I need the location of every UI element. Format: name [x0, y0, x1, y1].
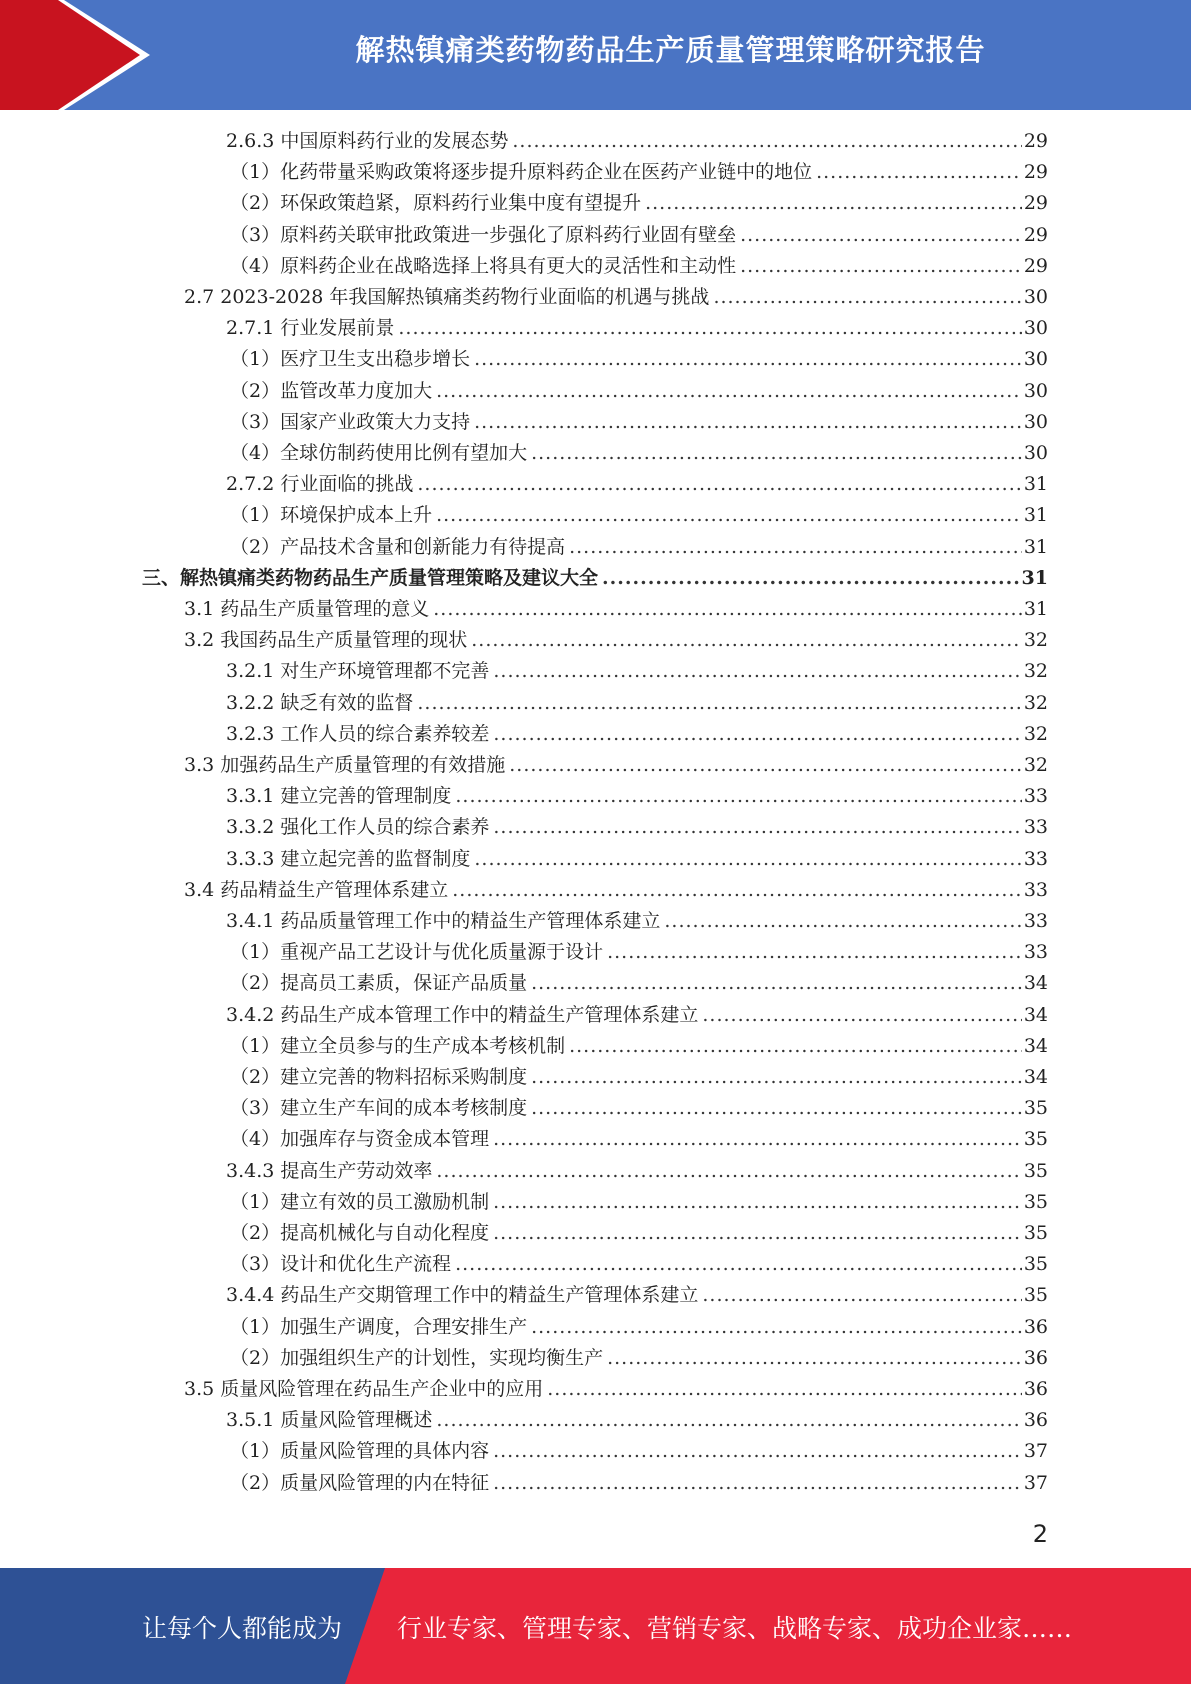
- toc-leader-dots: [433, 594, 1022, 625]
- toc-entry-page: 33: [1023, 878, 1048, 901]
- page-number: 2: [1032, 1520, 1048, 1548]
- report-title: 解热镇痛类药物药品生产质量管理策略研究报告: [355, 33, 986, 67]
- toc-leader-dots: [493, 719, 1021, 750]
- toc-entry-page: 37: [1023, 1440, 1048, 1463]
- toc-leader-dots: [531, 1312, 1022, 1343]
- toc-leader-dots: [436, 1156, 1021, 1187]
- toc-leader-dots: [398, 313, 1021, 344]
- toc-entry[interactable]: [226, 126, 1048, 157]
- toc-entry-page: 30: [1023, 317, 1048, 340]
- toc-entry[interactable]: [226, 656, 1048, 687]
- toc-entry[interactable]: [230, 188, 1048, 219]
- toc-entry-page: 37: [1023, 1471, 1048, 1494]
- toc-leader-dots: [531, 968, 1022, 999]
- toc-leader-dots: [607, 1343, 1022, 1374]
- toc-leader-dots: [452, 875, 1022, 906]
- toc-entry-title: 3.2.1 对生产环境管理都不完善: [226, 660, 490, 683]
- toc-entry[interactable]: [230, 1124, 1048, 1155]
- toc-entry-title: （1）医疗卫生支出稳步增长: [230, 348, 471, 371]
- toc-entry-page: 34: [1023, 1066, 1048, 1088]
- toc-leader-dots: [664, 906, 1021, 937]
- toc-leader-dots: [607, 937, 1022, 968]
- toc-entry[interactable]: [226, 844, 1048, 875]
- toc-entry-title: 3.1 药品生产质量管理的意义: [184, 598, 430, 620]
- toc-leader-dots: [509, 750, 1022, 781]
- toc-entry-page: 35: [1023, 1128, 1048, 1151]
- toc-entry-title: 3.2 我国药品生产质量管理的现状: [184, 629, 468, 652]
- toc-entry[interactable]: [230, 968, 1048, 999]
- toc-entry-page: 30: [1023, 410, 1048, 433]
- toc-leader-dots: [471, 625, 1022, 656]
- toc-leader-dots: [740, 220, 1022, 251]
- toc-entry-title: （1）建立全员参与的生产成本考核机制: [230, 1034, 566, 1057]
- toc-entry[interactable]: [230, 500, 1048, 531]
- toc-leader-dots: [493, 656, 1021, 687]
- toc-entry-title: （4）全球仿制药使用比例有望加大: [230, 442, 528, 464]
- toc-leader-dots: [569, 1031, 1022, 1062]
- toc-entry[interactable]: [230, 1436, 1048, 1467]
- toc-entry[interactable]: [230, 220, 1048, 251]
- toc-entry-title: 3.3.3 建立起完善的监督制度: [226, 847, 471, 870]
- toc-entry-title: 三、解热镇痛类药物药品生产质量管理策略及建议大全: [142, 566, 599, 589]
- toc-entry-page: 36: [1023, 1409, 1048, 1432]
- toc-entry[interactable]: [226, 1405, 1048, 1436]
- toc-entry-page: 35: [1023, 1253, 1048, 1276]
- footer-slogan-left: 让每个人都能成为: [142, 1614, 343, 1643]
- toc-entry-title: （3）设计和优化生产流程: [230, 1253, 452, 1276]
- toc-entry[interactable]: [226, 688, 1048, 719]
- toc-entry-title: 2.6.3 中国原料药行业的发展态势: [226, 130, 509, 152]
- toc-entry-page: 34: [1023, 972, 1048, 995]
- toc-entry-title: （1）建立有效的员工激励机制: [230, 1190, 490, 1213]
- toc-leader-dots: [645, 188, 1022, 219]
- toc-entry-page: 33: [1023, 816, 1048, 839]
- toc-leader-dots: [702, 1000, 1021, 1031]
- toc-entry[interactable]: [230, 251, 1048, 282]
- toc-entry-page: 36: [1023, 1378, 1048, 1400]
- toc-entry-page: 31: [1023, 535, 1048, 558]
- toc-entry-title: 3.2.2 缺乏有效的监督: [226, 691, 414, 714]
- toc-entry-title: （2）建立完善的物料招标采购制度: [230, 1066, 528, 1088]
- toc-entry-title: 3.4.4 药品生产交期管理工作中的精益生产管理体系建立: [226, 1284, 699, 1307]
- toc-leader-dots: [436, 1405, 1021, 1436]
- toc-entry[interactable]: [226, 812, 1048, 843]
- toc-entry-title: （2）监管改革力度加大: [230, 379, 433, 402]
- toc-entry-title: （2）产品技术含量和创新能力有待提高: [230, 535, 566, 558]
- toc-leader-dots: [417, 688, 1021, 719]
- toc-leader-dots: [816, 157, 1022, 188]
- toc-entry-title: 3.4.2 药品生产成本管理工作中的精益生产管理体系建立: [226, 1003, 699, 1026]
- toc-entry-title: （3）国家产业政策大力支持: [230, 410, 471, 433]
- toc-leader-dots: [493, 1187, 1022, 1218]
- toc-entry-page: 31: [1023, 473, 1048, 496]
- toc-leader-dots: [436, 376, 1022, 407]
- toc-entry-title: （2）环保政策趋紧，原料药行业集中度有望提升: [230, 192, 642, 215]
- toc-entry[interactable]: [226, 719, 1048, 750]
- toc-entry-page: 35: [1023, 1159, 1048, 1182]
- toc-entry-title: 3.4.3 提高生产劳动效率: [226, 1159, 433, 1182]
- toc-leader-dots: [547, 1374, 1022, 1405]
- toc-entry-title: 2.7.1 行业发展前景: [226, 317, 395, 340]
- toc-entry-page: 35: [1023, 1190, 1048, 1213]
- toc-entry[interactable]: [230, 1218, 1048, 1249]
- toc-entry[interactable]: [142, 563, 1048, 594]
- toc-entry-page: 35: [1023, 1284, 1048, 1307]
- toc-leader-dots: [713, 282, 1021, 313]
- toc-leader-dots: [455, 1249, 1022, 1280]
- toc-entry-title: （1）质量风险管理的具体内容: [230, 1440, 490, 1463]
- toc-entry-title: 3.4.1 药品质量管理工作中的精益生产管理体系建立: [226, 910, 661, 932]
- toc-entry-page: 33: [1023, 847, 1048, 870]
- toc-leader-dots: [474, 407, 1022, 438]
- toc-entry-page: 33: [1023, 910, 1048, 932]
- toc-entry-page: 31: [1021, 566, 1048, 589]
- toc-entry-title: （1）环境保护成本上升: [230, 504, 433, 527]
- toc-entry[interactable]: [226, 1280, 1048, 1311]
- toc-entry[interactable]: [230, 407, 1048, 438]
- toc-entry[interactable]: [230, 1062, 1048, 1093]
- toc-leader-dots: [493, 1468, 1022, 1499]
- toc-entry-title: （2）质量风险管理的内在特征: [230, 1471, 490, 1494]
- toc-entry[interactable]: [184, 282, 1048, 313]
- toc-entry-page: 29: [1023, 223, 1048, 246]
- toc-entry-page: 34: [1023, 1003, 1048, 1026]
- toc-leader-dots: [436, 500, 1022, 531]
- toc-entry-page: 30: [1023, 379, 1048, 402]
- toc-entry[interactable]: [226, 313, 1048, 344]
- toc-entry[interactable]: [230, 937, 1048, 968]
- toc-entry-page: 30: [1023, 286, 1048, 308]
- toc-leader-dots: [493, 812, 1021, 843]
- toc-leader-dots: [740, 251, 1022, 282]
- toc-entry[interactable]: [230, 344, 1048, 375]
- toc-leader-dots: [531, 1093, 1022, 1124]
- toc-leader-dots: [531, 438, 1022, 469]
- toc-entry-title: 2.7.2 行业面临的挑战: [226, 473, 414, 496]
- toc-entry-page: 33: [1023, 941, 1048, 964]
- toc-entry[interactable]: [230, 532, 1048, 563]
- toc-entry-page: 36: [1023, 1315, 1048, 1338]
- toc-entry[interactable]: [230, 1187, 1048, 1218]
- page-footer: [0, 1568, 1191, 1684]
- toc-leader-dots: [493, 1218, 1022, 1249]
- toc-entry[interactable]: [230, 1093, 1048, 1124]
- toc-entry[interactable]: [184, 625, 1048, 656]
- toc-entry-title: 3.2.3 工作人员的综合素养较差: [226, 722, 490, 745]
- toc-entry-title: （1）重视产品工艺设计与优化质量源于设计: [230, 941, 604, 964]
- toc-leader-dots: [493, 1124, 1022, 1155]
- toc-entry-page: 29: [1023, 254, 1048, 277]
- toc-entry-title: （2）提高员工素质，保证产品质量: [230, 972, 528, 995]
- toc-leader-dots: [512, 126, 1021, 157]
- toc-entry-page: 29: [1023, 161, 1048, 184]
- toc-entry-page: 32: [1023, 722, 1048, 745]
- toc-entry-title: 3.5.1 质量风险管理概述: [226, 1409, 433, 1432]
- toc-entry-page: 33: [1023, 785, 1048, 808]
- toc-entry-page: 35: [1023, 1222, 1048, 1244]
- toc-entry-title: （1）加强生产调度，合理安排生产: [230, 1315, 528, 1338]
- toc-leader-dots: [493, 1436, 1022, 1467]
- toc-leader-dots: [569, 532, 1022, 563]
- toc-entry-page: 32: [1023, 629, 1048, 652]
- toc-entry-title: （4）原料药企业在战略选择上将具有更大的灵活性和主动性: [230, 254, 737, 277]
- footer-slogan-right: 行业专家、管理专家、营销专家、战略专家、成功企业家……: [397, 1614, 1073, 1643]
- toc-entry[interactable]: [230, 376, 1048, 407]
- toc-entry[interactable]: [230, 1249, 1048, 1280]
- toc-entry-title: （4）加强库存与资金成本管理: [230, 1128, 490, 1151]
- toc-entry-title: （1）化药带量采购政策将逐步提升原料药企业在医药产业链中的地位: [230, 161, 813, 184]
- toc-entry-page: 31: [1023, 504, 1048, 527]
- toc-entry[interactable]: [184, 594, 1048, 625]
- toc-entry[interactable]: [226, 1156, 1048, 1187]
- toc-entry-title: （2）加强组织生产的计划性，实现均衡生产: [230, 1346, 604, 1369]
- toc-entry-page: 30: [1023, 442, 1048, 464]
- toc-leader-dots: [474, 344, 1022, 375]
- toc-leader-dots: [602, 563, 1020, 594]
- toc-entry-title: （3）原料药关联审批政策进一步强化了原料药行业固有壁垒: [230, 223, 737, 246]
- toc-entry[interactable]: [226, 469, 1048, 500]
- toc-entry-title: 3.4 药品精益生产管理体系建立: [184, 878, 449, 901]
- toc-entry-title: 3.3.1 建立完善的管理制度: [226, 785, 452, 808]
- toc-entry-page: 32: [1023, 660, 1048, 683]
- toc-entry-title: （2）提高机械化与自动化程度: [230, 1222, 490, 1244]
- toc-entry[interactable]: [226, 1000, 1048, 1031]
- toc-entry[interactable]: [230, 1312, 1048, 1343]
- toc-entry-page: 32: [1023, 754, 1048, 776]
- toc-entry[interactable]: [230, 438, 1048, 469]
- page-header: [0, 0, 1191, 110]
- toc-entry-page: 31: [1023, 598, 1048, 620]
- toc-entry[interactable]: [184, 1374, 1048, 1405]
- toc-entry-title: （3）建立生产车间的成本考核制度: [230, 1097, 528, 1120]
- toc-entry-page: 36: [1023, 1346, 1048, 1369]
- toc-entry[interactable]: [226, 906, 1048, 937]
- toc-entry[interactable]: [184, 750, 1048, 781]
- toc-entry[interactable]: [230, 1468, 1048, 1499]
- toc-entry[interactable]: [184, 875, 1048, 906]
- toc-entry-title: 3.3 加强药品生产质量管理的有效措施: [184, 754, 506, 776]
- toc-entry[interactable]: [230, 1031, 1048, 1062]
- toc-entry-title: 2.7 2023-2028 年我国解热镇痛类药物行业面临的机遇与挑战: [184, 286, 710, 308]
- toc-entry[interactable]: [226, 781, 1048, 812]
- toc-leader-dots: [531, 1062, 1022, 1093]
- toc-leader-dots: [702, 1280, 1021, 1311]
- toc-entry-page: 35: [1023, 1097, 1048, 1120]
- toc-leader-dots: [474, 844, 1021, 875]
- toc-entry-page: 30: [1023, 348, 1048, 371]
- toc-entry[interactable]: [230, 1343, 1048, 1374]
- toc-entry-page: 29: [1023, 192, 1048, 215]
- toc-entry-title: 3.3.2 强化工作人员的综合素养: [226, 816, 490, 839]
- toc-leader-dots: [417, 469, 1021, 500]
- toc-entry[interactable]: [230, 157, 1048, 188]
- toc-entry-page: 29: [1023, 130, 1048, 152]
- toc-entry-title: 3.5 质量风险管理在药品生产企业中的应用: [184, 1378, 544, 1400]
- toc-entry-page: 34: [1023, 1034, 1048, 1057]
- toc-leader-dots: [455, 781, 1021, 812]
- toc-entry-page: 32: [1023, 691, 1048, 714]
